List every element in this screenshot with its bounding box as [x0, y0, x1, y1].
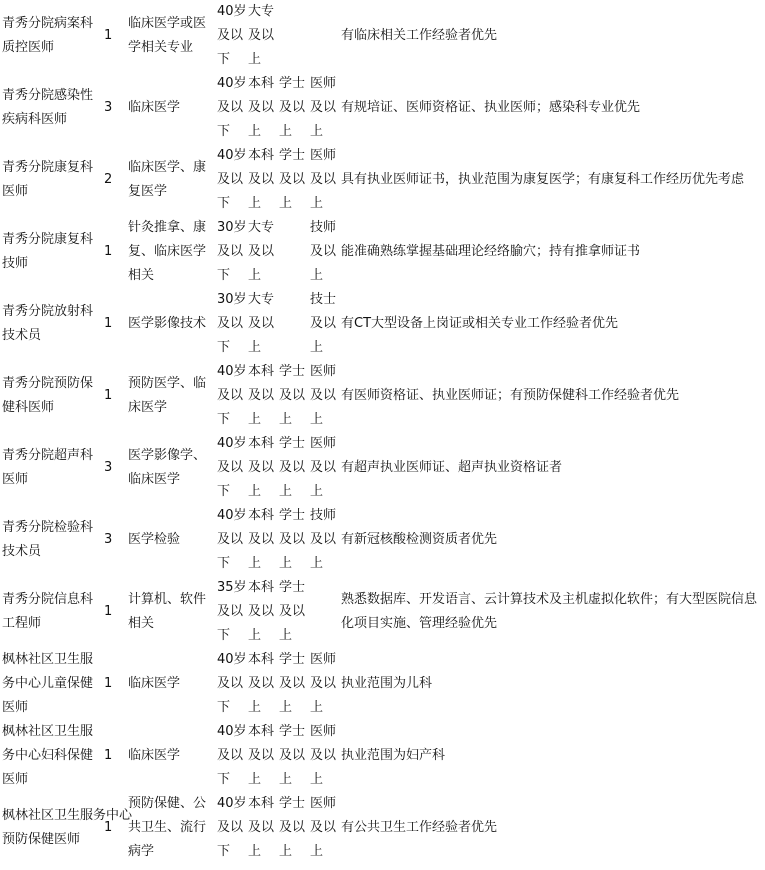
quota-cell — [104, 504, 124, 576]
requirement-cell — [341, 720, 765, 792]
table-row — [0, 216, 765, 288]
major-cell-text: 医学影像技术 — [128, 316, 207, 331]
post-cell-text: 青秀分院预防保健科医师 — [2, 376, 94, 415]
degree-cell-text: 学士 及以 上 — [279, 148, 306, 211]
post-cell-text: 青秀分院康复科技师 — [2, 232, 94, 271]
major-cell — [128, 144, 216, 216]
education-cell-text: 大专 及以 上 — [248, 4, 275, 67]
requirement-cell — [341, 72, 765, 144]
education-cell — [248, 360, 278, 432]
major-cell-text: 临床医学 — [128, 676, 181, 691]
post-cell — [2, 504, 104, 576]
education-cell-text: 大专 及以 上 — [248, 292, 275, 355]
age-cell — [217, 504, 247, 576]
degree-cell-text: 学士 及以 上 — [279, 796, 306, 859]
degree-cell — [279, 0, 309, 72]
quota-cell-text: 1 — [104, 28, 113, 43]
education-cell-text: 本科 及以 上 — [248, 796, 275, 859]
major-cell — [128, 432, 216, 504]
education-cell-text: 本科 及以 上 — [248, 508, 275, 571]
education-cell — [248, 504, 278, 576]
education-cell-text: 本科 及以 上 — [248, 652, 275, 715]
age-cell — [217, 576, 247, 648]
quota-cell — [104, 576, 124, 648]
degree-cell — [279, 504, 309, 576]
post-cell — [2, 576, 104, 648]
major-cell — [128, 792, 216, 864]
education-cell-text: 本科 及以 上 — [248, 76, 275, 139]
quota-cell — [104, 720, 124, 792]
title-cell — [310, 432, 340, 504]
education-cell — [248, 144, 278, 216]
title-cell — [310, 216, 340, 288]
degree-cell-text: 学士 及以 上 — [279, 652, 306, 715]
post-cell — [2, 432, 104, 504]
age-cell-text: 40岁 及以 下 — [217, 76, 247, 139]
requirement-cell-text: 有新冠核酸检测资质者优先 — [341, 532, 498, 547]
age-cell-text: 40岁 及以 下 — [217, 652, 247, 715]
major-cell — [128, 648, 216, 720]
post-cell — [2, 792, 133, 864]
quota-cell-text: 1 — [104, 748, 113, 763]
education-cell — [248, 288, 278, 360]
post-cell-text: 青秀分院病案科质控医师 — [2, 16, 94, 55]
degree-cell — [279, 576, 309, 648]
requirement-cell-text: 具有执业医师证书，执业范围为康复医学；有康复科工作经历优先考虑 — [341, 172, 745, 187]
age-cell — [217, 360, 247, 432]
requirement-cell — [341, 576, 765, 648]
table-row — [0, 432, 765, 504]
education-cell-text: 本科 及以 上 — [248, 148, 275, 211]
degree-cell — [279, 288, 309, 360]
post-cell-text: 青秀分院康复科医师 — [2, 160, 94, 199]
requirement-cell — [341, 432, 765, 504]
requirement-cell-text: 熟悉数据库、开发语言、云计算技术及主机虚拟化软件；有大型医院信息化项目实施、管理经验优先 — [341, 592, 758, 631]
major-cell-text: 临床医学 — [128, 100, 181, 115]
title-cell — [310, 720, 340, 792]
title-cell — [310, 576, 340, 648]
post-cell-text: 青秀分院放射科技术员 — [2, 304, 94, 343]
requirement-cell-text: 有规培证、医师资格证、执业医师；感染科专业优先 — [341, 100, 641, 115]
major-cell-text: 临床医学或医学相关专业 — [128, 16, 207, 55]
requirement-cell-text: 有CT大型设备上岗证或相关专业工作经验者优先 — [341, 316, 619, 331]
post-cell-text: 枫林社区卫生服务中心 预防保健医师 — [2, 808, 133, 847]
degree-cell — [279, 144, 309, 216]
quota-cell — [104, 0, 124, 72]
major-cell — [128, 720, 216, 792]
major-cell-text: 临床医学、康复医学 — [128, 160, 207, 199]
education-cell — [248, 432, 278, 504]
requirement-cell-text: 有公共卫生工作经验者优先 — [341, 820, 498, 835]
degree-cell-text: 学士 及以 上 — [279, 724, 306, 787]
post-cell-text: 青秀分院检验科技术员 — [2, 520, 94, 559]
major-cell — [128, 0, 216, 72]
major-cell — [128, 216, 216, 288]
age-cell — [217, 432, 247, 504]
table-row — [0, 720, 765, 792]
quota-cell-text: 1 — [104, 388, 113, 403]
requirement-cell — [341, 216, 765, 288]
education-cell — [248, 648, 278, 720]
title-cell — [310, 72, 340, 144]
education-cell-text: 本科 及以 上 — [248, 580, 275, 643]
education-cell — [248, 72, 278, 144]
degree-cell — [279, 432, 309, 504]
quota-cell — [104, 144, 124, 216]
degree-cell — [279, 720, 309, 792]
major-cell-text: 针灸推拿、康复、临床医学相关 — [128, 220, 207, 283]
table-row — [0, 360, 765, 432]
major-cell-text: 医学检验 — [128, 532, 181, 547]
quota-cell-text: 1 — [104, 244, 113, 259]
degree-cell — [279, 216, 309, 288]
quota-cell-text: 1 — [104, 820, 113, 835]
post-cell-text: 青秀分院超声科医师 — [2, 448, 94, 487]
age-cell — [217, 288, 247, 360]
degree-cell — [279, 792, 309, 864]
degree-cell-text: 学士 及以 上 — [279, 580, 306, 643]
quota-cell-text: 3 — [104, 100, 113, 115]
degree-cell — [279, 360, 309, 432]
education-cell-text: 本科 及以 上 — [248, 436, 275, 499]
age-cell-text: 40岁 及以 下 — [217, 364, 247, 427]
post-cell-text: 青秀分院感染性疾病科医师 — [2, 88, 94, 127]
requirement-cell-text: 有临床相关工作经验者优先 — [341, 28, 498, 43]
requirement-cell-text: 执业范围为妇产科 — [341, 748, 446, 763]
quota-cell — [104, 648, 124, 720]
degree-cell — [279, 72, 309, 144]
age-cell-text: 30岁 及以 下 — [217, 292, 247, 355]
age-cell — [217, 720, 247, 792]
requirement-cell — [341, 144, 765, 216]
requirement-cell-text: 有医师资格证、执业医师证；有预防保健科工作经验者优先 — [341, 388, 680, 403]
requirement-cell — [341, 360, 765, 432]
title-cell-text: 医师 及以 上 — [310, 436, 337, 499]
quota-cell — [104, 216, 124, 288]
post-cell — [2, 144, 104, 216]
quota-cell-text: 3 — [104, 532, 113, 547]
title-cell-text: 技士 及以 上 — [310, 292, 337, 355]
quota-cell-text: 1 — [104, 604, 113, 619]
title-cell — [310, 504, 340, 576]
title-cell-text: 医师 及以 上 — [310, 724, 337, 787]
major-cell — [128, 576, 216, 648]
requirement-cell-text: 能准确熟练掌握基础理论经络腧穴；持有推拿师证书 — [341, 244, 641, 259]
title-cell — [310, 0, 340, 72]
major-cell-text: 预防保健、公共卫生、流行病学 — [128, 796, 207, 859]
quota-cell — [104, 432, 124, 504]
title-cell-text: 医师 及以 上 — [310, 76, 337, 139]
age-cell — [217, 72, 247, 144]
table-row — [0, 144, 765, 216]
age-cell-text: 40岁 及以 下 — [217, 724, 247, 787]
title-cell — [310, 792, 340, 864]
degree-cell — [279, 648, 309, 720]
title-cell-text: 技师 及以 上 — [310, 220, 337, 283]
table-row — [0, 72, 765, 144]
quota-cell — [104, 72, 124, 144]
age-cell — [217, 144, 247, 216]
post-cell — [2, 288, 104, 360]
title-cell-text: 医师 及以 上 — [310, 796, 337, 859]
quota-cell-text: 1 — [104, 316, 113, 331]
requirement-cell — [341, 0, 765, 72]
requirement-cell — [341, 504, 765, 576]
requirement-cell-text: 执业范围为儿科 — [341, 676, 433, 691]
requirement-cell — [341, 288, 765, 360]
degree-cell-text: 学士 及以 上 — [279, 76, 306, 139]
title-cell — [310, 144, 340, 216]
age-cell-text: 35岁 及以 下 — [217, 580, 247, 643]
quota-cell — [104, 288, 124, 360]
table-row — [0, 288, 765, 360]
requirement-cell — [341, 648, 765, 720]
post-cell-text: 青秀分院信息科工程师 — [2, 592, 94, 631]
education-cell-text: 本科 及以 上 — [248, 364, 275, 427]
education-cell — [248, 792, 278, 864]
table-row — [0, 0, 765, 72]
degree-cell-text: 学士 及以 上 — [279, 436, 306, 499]
table-row — [0, 792, 765, 864]
major-cell-text: 预防医学、临床医学 — [128, 376, 207, 415]
post-cell — [2, 648, 104, 720]
post-cell — [2, 216, 104, 288]
education-cell — [248, 576, 278, 648]
post-cell — [2, 360, 104, 432]
degree-cell-text: 学士 及以 上 — [279, 508, 306, 571]
major-cell — [128, 72, 216, 144]
education-cell — [248, 216, 278, 288]
post-cell-text: 枫林社区卫生服务中心儿童保健医师 — [2, 652, 94, 715]
quota-cell-text: 2 — [104, 172, 113, 187]
title-cell-text: 医师 及以 上 — [310, 364, 337, 427]
quota-cell — [104, 792, 124, 864]
post-cell-text: 枫林社区卫生服务中心妇科保健医师 — [2, 724, 94, 787]
title-cell-text: 技师 及以 上 — [310, 508, 337, 571]
major-cell-text: 计算机、软件相关 — [128, 592, 207, 631]
age-cell — [217, 216, 247, 288]
major-cell — [128, 288, 216, 360]
age-cell — [217, 648, 247, 720]
quota-cell-text: 3 — [104, 460, 113, 475]
quota-cell-text: 1 — [104, 676, 113, 691]
age-cell-text: 40岁 及以 下 — [217, 796, 247, 859]
major-cell-text: 医学影像学、临床医学 — [128, 448, 207, 487]
education-cell — [248, 0, 278, 72]
requirement-cell-text: 有超声执业医师证、超声执业资格证者 — [341, 460, 563, 475]
quota-cell — [104, 360, 124, 432]
education-cell-text: 本科 及以 上 — [248, 724, 275, 787]
age-cell-text: 40岁 及以 下 — [217, 4, 247, 67]
post-cell — [2, 720, 104, 792]
age-cell — [217, 0, 247, 72]
degree-cell-text: 学士 及以 上 — [279, 364, 306, 427]
title-cell — [310, 288, 340, 360]
age-cell-text: 40岁 及以 下 — [217, 148, 247, 211]
table-row — [0, 648, 765, 720]
education-cell — [248, 720, 278, 792]
major-cell — [128, 360, 216, 432]
title-cell — [310, 648, 340, 720]
age-cell-text: 30岁 及以 下 — [217, 220, 247, 283]
major-cell-text: 临床医学 — [128, 748, 181, 763]
major-cell — [128, 504, 216, 576]
title-cell — [310, 360, 340, 432]
age-cell-text: 40岁 及以 下 — [217, 508, 247, 571]
education-cell-text: 大专 及以 上 — [248, 220, 275, 283]
table-row — [0, 576, 765, 648]
age-cell-text: 40岁 及以 下 — [217, 436, 247, 499]
post-cell — [2, 0, 104, 72]
requirement-cell — [341, 792, 765, 864]
table-row — [0, 504, 765, 576]
title-cell-text: 医师 及以 上 — [310, 652, 337, 715]
post-cell — [2, 72, 104, 144]
age-cell — [217, 792, 247, 864]
title-cell-text: 医师 及以 上 — [310, 148, 337, 211]
